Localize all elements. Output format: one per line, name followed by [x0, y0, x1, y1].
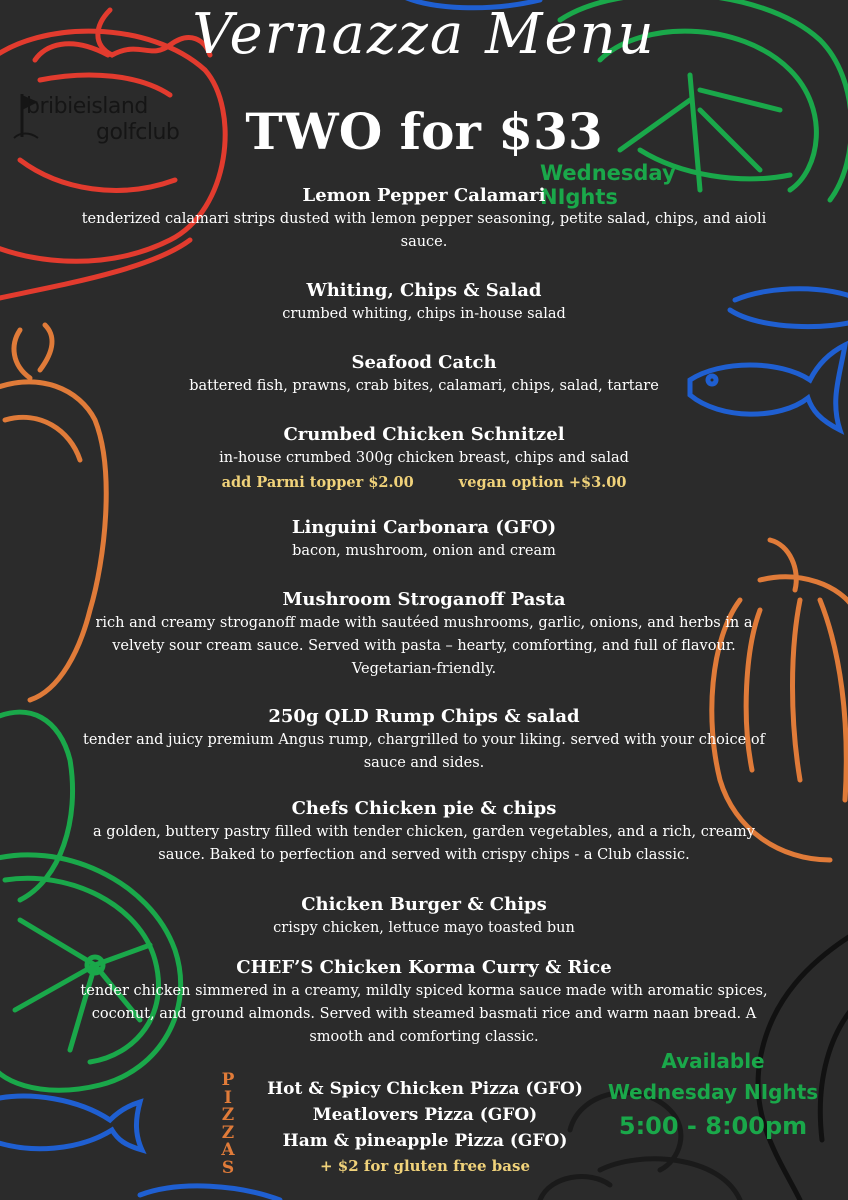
pizzas-label-letter: A — [221, 1140, 235, 1160]
menu-item-desc: rich and creamy stroganoff made with sautéed mushrooms, garlic, onions, and herbs in a — [95, 615, 753, 631]
menu-item-desc: bacon, mushroom, onion and cream — [292, 543, 556, 559]
promo-title: TWO for $33 — [245, 102, 603, 161]
menu-item-desc: tenderized calamari strips dusted with lemon pepper seasoning, petite salad, chips, and aioli — [81, 211, 767, 227]
menu-item-desc: velvety sour cream sauce. Served with pasta – hearty, comforting, and full of flavour. — [112, 638, 736, 654]
menu-item-name: CHEF’S Chicken Korma Curry & Rice — [236, 957, 612, 978]
pizza-item: Ham & pineapple Pizza (GFO) — [282, 1131, 568, 1151]
menu-item — [74, 797, 774, 867]
menu-item — [74, 956, 774, 1049]
pizzas-vertical-label — [218, 1072, 238, 1177]
schnitzel-extras — [0, 474, 848, 491]
logo-text-line1: bribieisland — [26, 94, 148, 119]
menu-item — [74, 351, 774, 398]
menu-item — [74, 423, 774, 470]
menu-item-name: Whiting, Chips & Salad — [306, 280, 542, 301]
vegan-option-price: vegan option +$3.00 — [458, 474, 627, 491]
menu-item-desc: battered fish, prawns, crab bites, calamari, chips, salad, tartare — [189, 378, 659, 394]
logo-text-line2: golfclub — [96, 120, 180, 145]
gluten-free-note: + $2 for gluten free base — [319, 1157, 531, 1175]
menu-item-name: Lemon Pepper Calamari — [302, 185, 546, 206]
menu-item-desc: sauce and sides. — [363, 755, 485, 771]
pizzas-label-letter: I — [224, 1087, 232, 1108]
menu-item-name: 250g QLD Rump Chips & salad — [268, 706, 580, 727]
menu-item-desc: tender and juicy premium Angus rump, chargrilled to your liking. served with your choice of — [83, 732, 765, 748]
pizzas-label-letter: Z — [221, 1122, 235, 1143]
menu-item-name: Linguini Carbonara (GFO) — [291, 517, 557, 538]
fish-illustration-bottom — [0, 1096, 280, 1200]
menu-script-title: Vernazza Menu — [192, 2, 656, 67]
availability-block — [598, 1046, 828, 1144]
menu-item-desc: tender chicken simmered in a creamy, mildly spiced korma sauce made with aromatic spices, — [80, 983, 768, 999]
availability-line2: Wednesday NIghts — [607, 1080, 819, 1104]
menu-item-desc: crumbed whiting, chips in-house salad — [282, 306, 566, 322]
pizzas-label-letter: Z — [221, 1105, 235, 1125]
menu-item-desc: coconut, and ground almonds. Served with steamed basmati rice and warm naan bread. A — [91, 1006, 757, 1022]
menu-item-desc: crispy chicken, lettuce mayo toasted bun — [273, 920, 575, 936]
menu-item — [74, 516, 774, 563]
menu-item-name: Crumbed Chicken Schnitzel — [283, 424, 565, 445]
pizzas-label-letter: S — [221, 1157, 235, 1178]
menu-item-desc: smooth and comforting classic. — [309, 1029, 539, 1045]
pizza-item: Hot & Spicy Chicken Pizza (GFO) — [267, 1079, 583, 1099]
menu-item — [74, 184, 774, 254]
menu-item-name: Mushroom Stroganoff Pasta — [282, 589, 566, 610]
pizza-item: Meatlovers Pizza (GFO) — [312, 1105, 538, 1125]
parmi-topper-price: add Parmi topper $2.00 — [221, 474, 414, 491]
menu-item — [74, 705, 774, 775]
menu-item-desc: sauce. Baked to perfection and served with crispy chips - a Club classic. — [158, 847, 690, 863]
pizzas-label-letter: P — [221, 1070, 235, 1090]
menu-item-desc: sauce. — [400, 234, 448, 250]
menu-item-name: Chefs Chicken pie & chips — [291, 798, 557, 819]
menu-item-desc: a golden, buttery pastry filled with tender chicken, garden vegetables, and a rich, creamy — [93, 824, 755, 840]
menu-item-desc: Vegetarian-friendly. — [351, 661, 497, 677]
menu-item-desc: in-house crumbed 300g chicken breast, chips and salad — [219, 450, 629, 466]
menu-item-name: Seafood Catch — [351, 352, 497, 373]
wednesday-nights-label: Wednesday NIghts — [540, 161, 676, 209]
menu-item — [74, 588, 774, 681]
menu-item-name: Chicken Burger & Chips — [301, 894, 547, 915]
menu-item — [74, 279, 774, 326]
menu-item — [74, 893, 774, 940]
pizza-list — [250, 1076, 600, 1178]
availability-hours: 5:00 - 8:00pm — [618, 1112, 808, 1140]
availability-line1: Available — [661, 1049, 765, 1073]
